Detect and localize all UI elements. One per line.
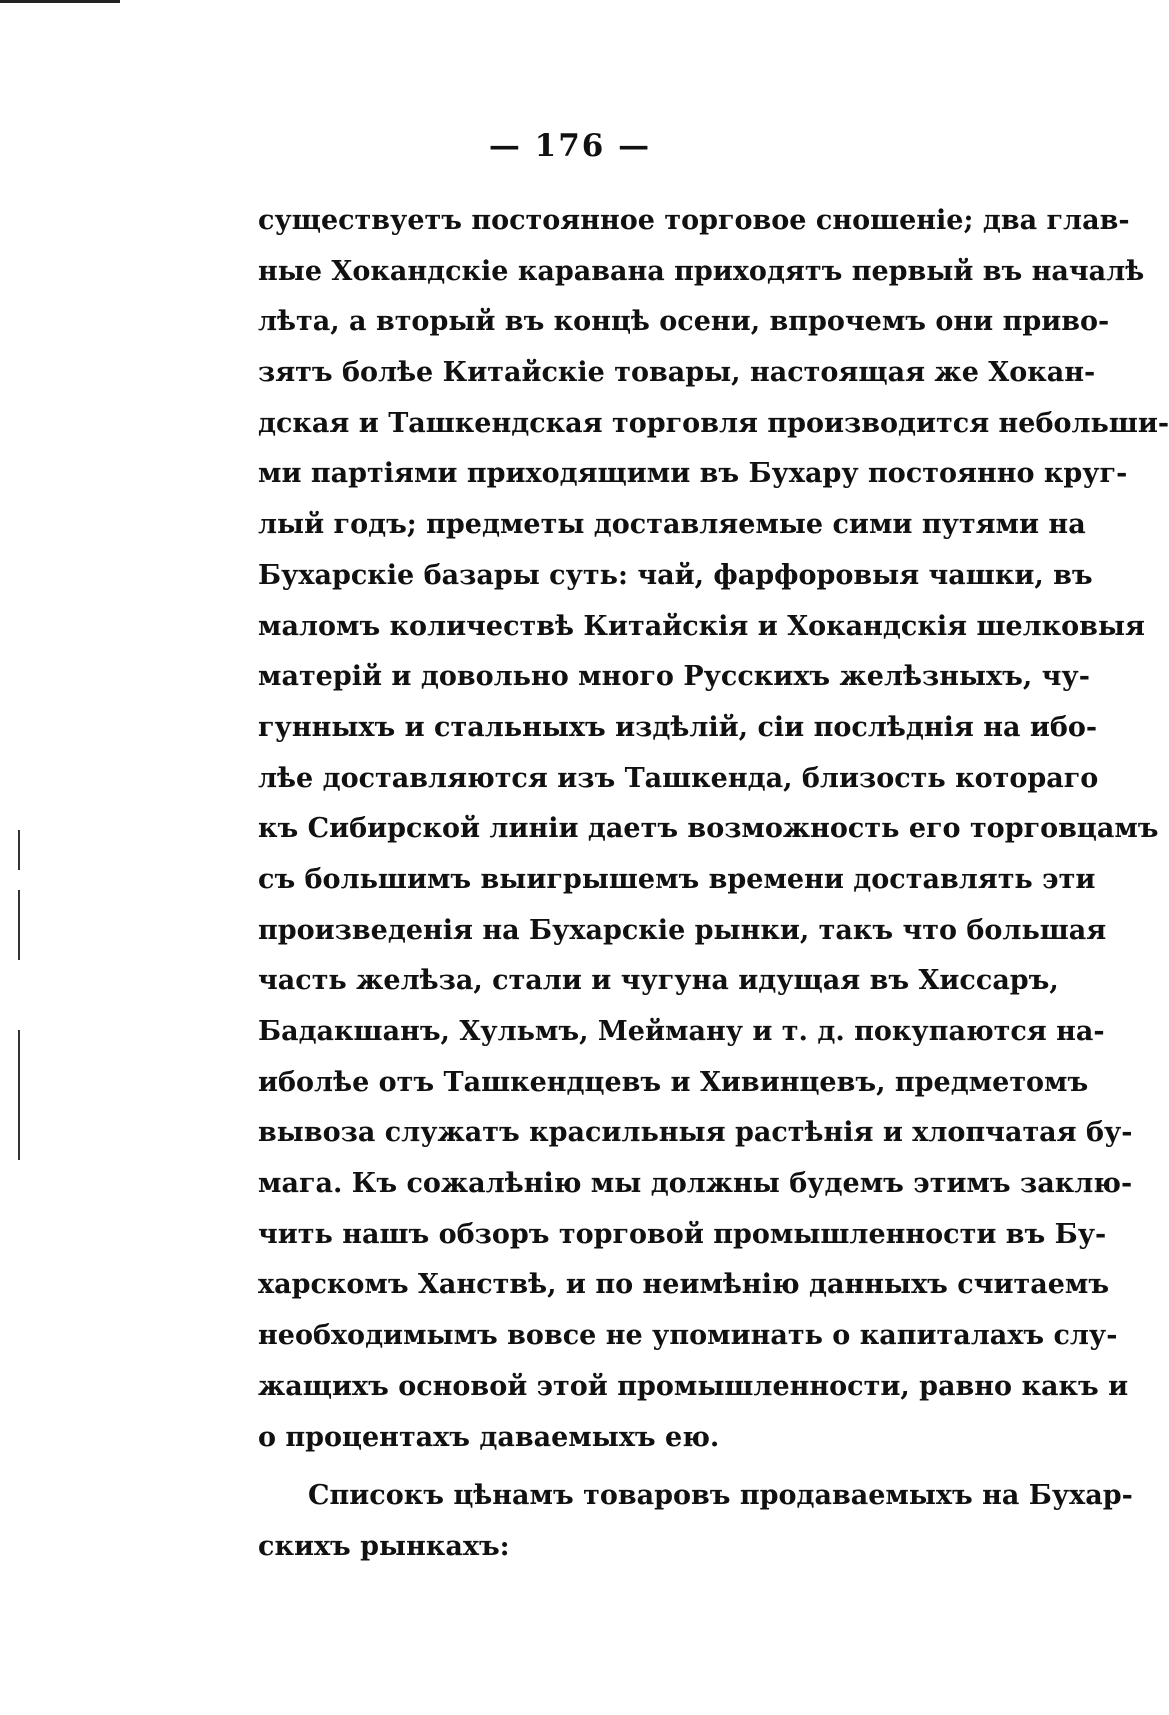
text-line: маломъ количествѣ Китайскія и Хокандскія шелковыя [258,610,1145,642]
text-line: лѣе доставляются изъ Ташкенда, близость котораго [258,762,1099,794]
body-text [258,196,1169,1573]
text-line: Бухарскіе базары суть: чай, фарфоровыя чашки, въ [258,559,1093,591]
text-line: жащихъ основой этой промышленности, равно какъ и [258,1370,1129,1402]
scan-mark [18,1030,20,1160]
text-line: ми партіями приходящими въ Бухару постоянно круг- [258,458,1128,490]
text-line: дская и Ташкендская торговля производится небольши- [258,407,1169,439]
text-line: чить нашъ обзоръ торговой промышленности въ Бу- [258,1218,1107,1250]
list-heading-line: скихъ рынкахъ: [258,1530,510,1562]
text-line: мага. Къ сожалѣнію мы должны будемъ этимъ заклю- [258,1168,1133,1200]
page-number: — 176 — [488,128,652,164]
scan-mark [18,890,20,960]
text-line: зятъ болѣе Китайскіе товары, настоящая же Хокан- [258,357,1096,389]
top-edge-rule [0,0,120,3]
text-line: иболѣе отъ Ташкендцевъ и Хивинцевъ, предметомъ [258,1066,1089,1098]
text-line: харскомъ Ханствѣ, и по неимѣнію данныхъ считаемъ [258,1269,1110,1301]
text-line: лый годъ; предметы доставляемые сими путями на [258,509,1086,541]
text-line: Бадакшанъ, Хульмъ, Мейману и т. д. покупаются на- [258,1016,1105,1047]
margin-scan-marks [16,830,22,1160]
text-line: о процентахъ даваемыхъ ею. [258,1421,720,1453]
text-line: вывоза служатъ красильныя растѣнія и хлопчатая бу- [258,1117,1133,1149]
text-line: ные Хокандскіе каравана приходятъ первый въ началѣ [258,255,1145,287]
text-line: гунныхъ и стальныхъ издѣлій, сіи послѣднія на ибо- [258,711,1098,743]
paragraph-gap [258,1463,1043,1471]
scan-mark [18,830,20,870]
text-line: часть желѣза, стали и чугуна идущая въ Хиссаръ, [258,965,1059,997]
text-line: къ Сибирской линіи даетъ возможность его торговцамъ [258,813,1159,845]
list-heading-line: Списокъ цѣнамъ товаровъ продаваемыхъ на Бухар- [308,1480,1133,1512]
text-line: матерій и довольно много Русскихъ желѣзныхъ, чу- [258,661,1090,693]
text-line: необходимымъ вовсе не упоминать о капиталахъ слу- [258,1320,1118,1352]
text-line: лѣта, а вторый въ концѣ осени, впрочемъ они приво- [258,306,1110,338]
text-line: съ большимъ выигрышемъ времени доставлять эти [258,863,1096,895]
text-line: существуетъ постоянное торговое сношеніе; два глав- [258,205,1130,236]
text-line: произведенія на Бухарскіе рынки, такъ что большая [258,914,1107,946]
